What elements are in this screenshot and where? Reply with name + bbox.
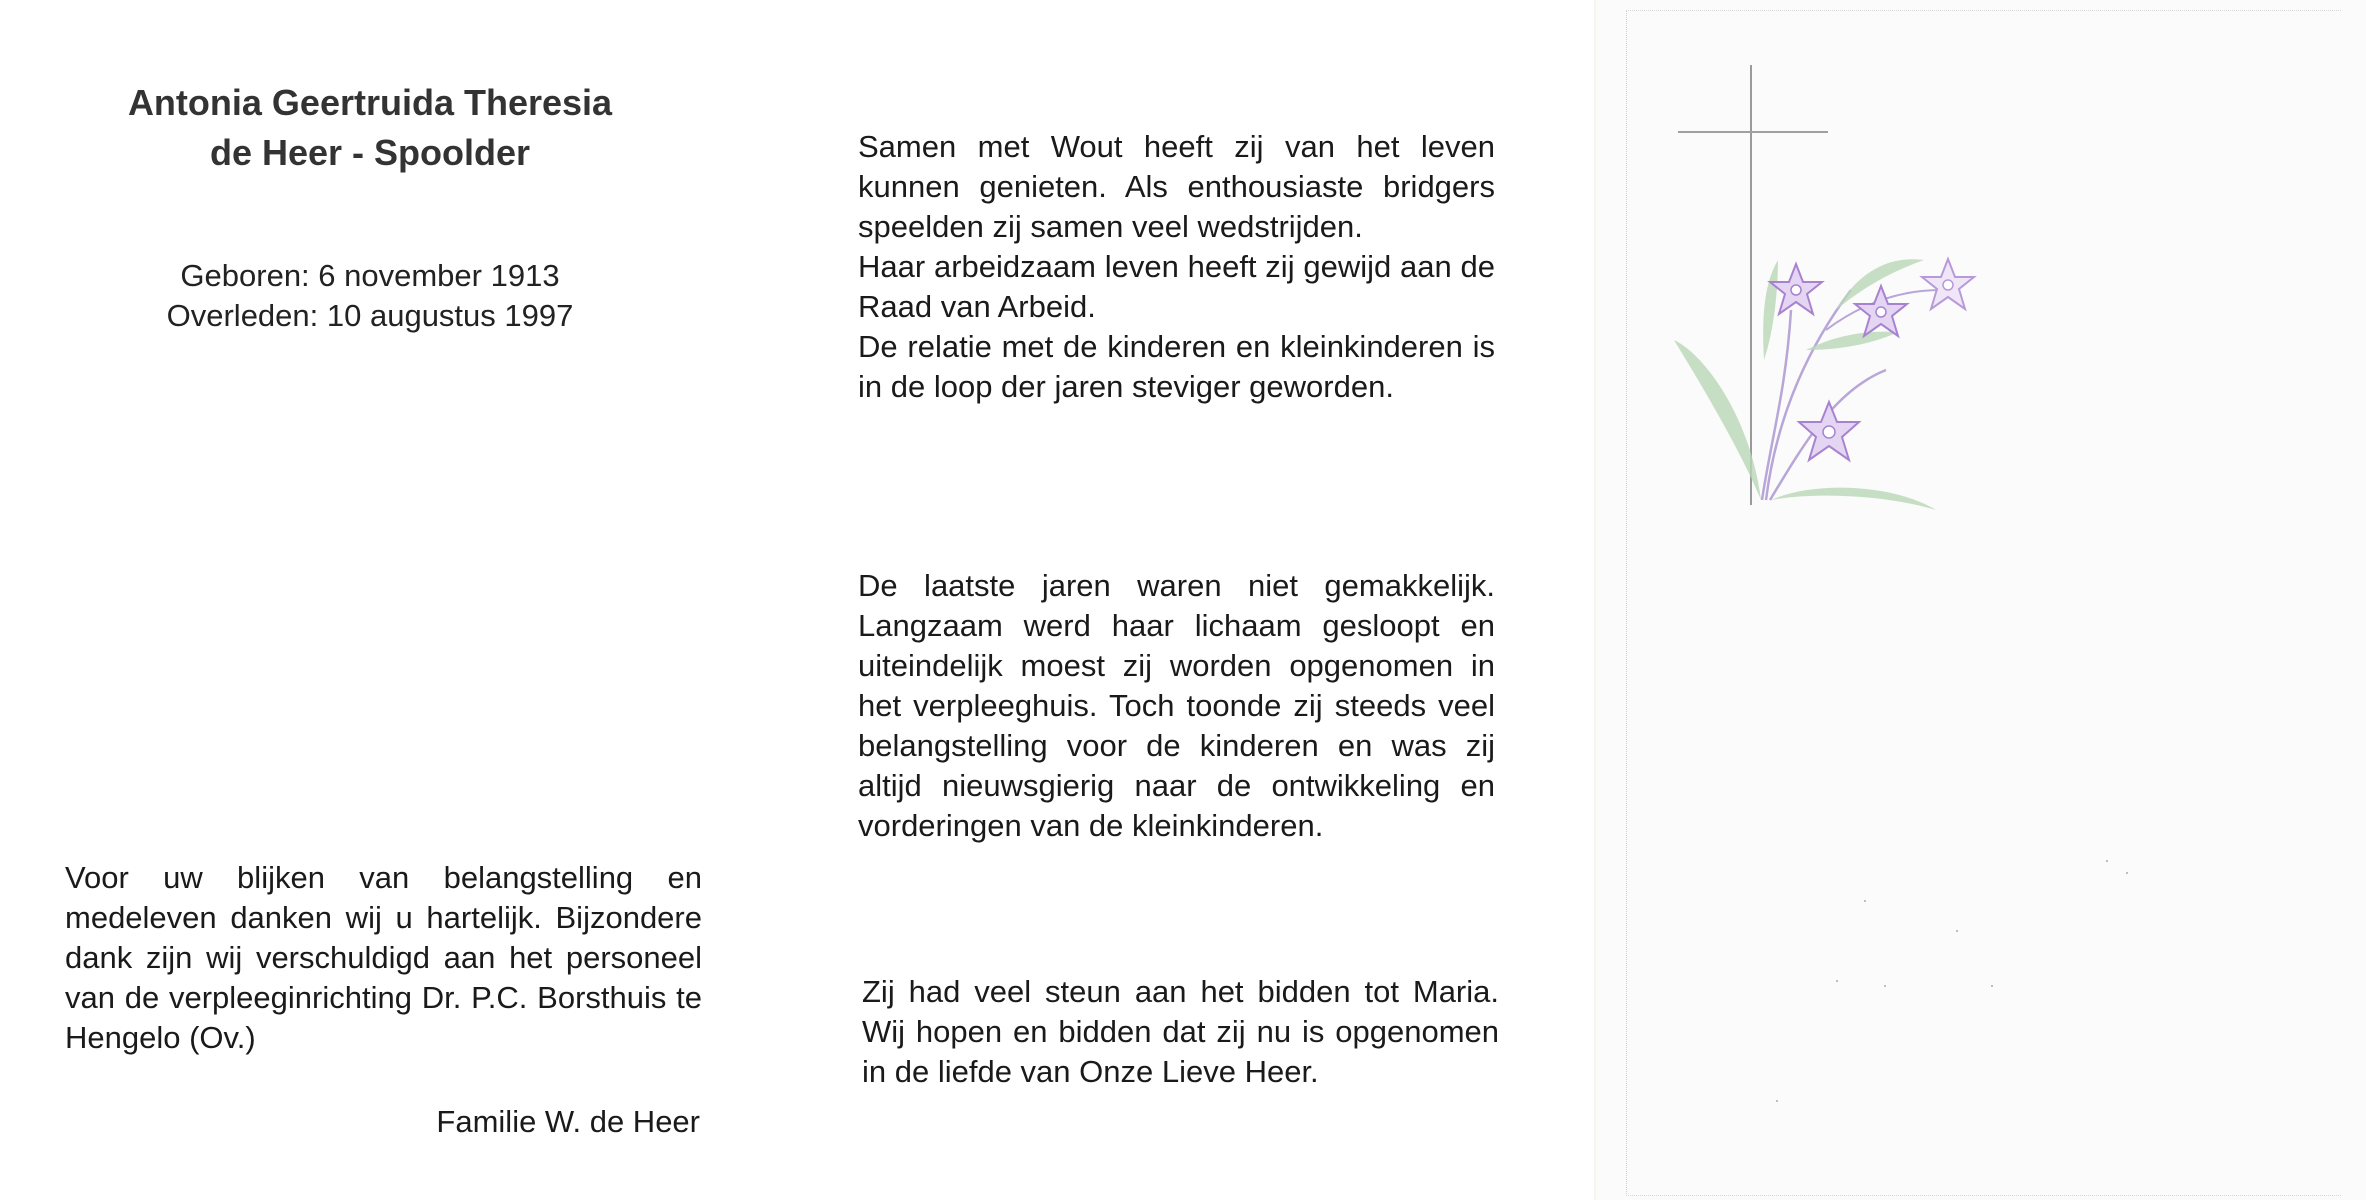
leaf xyxy=(1806,332,1898,350)
middle-panel xyxy=(780,0,1580,1200)
flower xyxy=(1799,402,1859,460)
memorial-sentence-3: De relatie met de kinderen en kleinkinderen is in de loop der jaren steviger geworden. xyxy=(858,329,1495,404)
birth-date: Geboren: 6 november 1913 xyxy=(180,258,560,293)
paper-speck xyxy=(1884,985,1886,987)
cross-with-flowers-icon xyxy=(1666,60,1996,510)
flower xyxy=(1922,259,1974,309)
paper-speck xyxy=(1956,930,1958,932)
paper-speck xyxy=(1836,980,1838,982)
leaf xyxy=(1763,260,1778,360)
leaf xyxy=(1771,488,1936,510)
memorial-sentence-2: Haar arbeidzaam leven heeft zij gewijd aan de Raad van Arbeid. xyxy=(858,249,1495,324)
family-signature: Familie W. de Heer xyxy=(436,1104,700,1139)
memorial-paragraph-3: Zij had veel steun aan het bidden tot Maria. Wij hopen en bidden dat zij nu is opgenomen in de liefde van Onze Lieve Heer. xyxy=(862,974,1499,1089)
paper-speck xyxy=(1864,900,1866,902)
death-date: Overleden: 10 augustus 1997 xyxy=(166,298,574,333)
paper-speck xyxy=(2126,872,2128,874)
deceased-name-line2: de Heer - Spoolder xyxy=(209,132,531,173)
memorial-sentence-1: Samen met Wout heeft zij van het leven kunnen genieten. Als enthousiaste bridgers speelden zij samen veel wedstrijden. xyxy=(858,129,1495,244)
deceased-name-line1: Antonia Geertruida Theresia xyxy=(127,82,613,123)
memorial-paragraph-2: De laatste jaren waren niet gemakkelijk. Langzaam werd haar lichaam gesloopt en uiteindelijk moest zij worden opgenomen in het verpleeghuis. Toch toonde zij steeds veel belangstelling voor de kinderen en was zij altijd nieuwsgierig naar de ontwikkeling en vorderingen van de kleinkinderen. xyxy=(858,568,1495,843)
paper-speck xyxy=(1991,985,1993,987)
flower xyxy=(1855,286,1907,336)
right-panel xyxy=(1596,0,2366,1200)
paper-speck xyxy=(2106,860,2108,862)
leaf xyxy=(1674,340,1761,500)
paper-speck xyxy=(1776,1100,1778,1102)
memorial-paragraph-1 xyxy=(858,127,1495,407)
left-panel xyxy=(0,0,780,1200)
thanks-message: Voor uw blijken van belangstelling en medeleven danken wij u hartelijk. Bijzondere dank zijn wij verschuldigd aan het personeel van de verpleeginrichting Dr. P.C. Borsthuis te Hengelo (Ov.) xyxy=(65,860,702,1055)
